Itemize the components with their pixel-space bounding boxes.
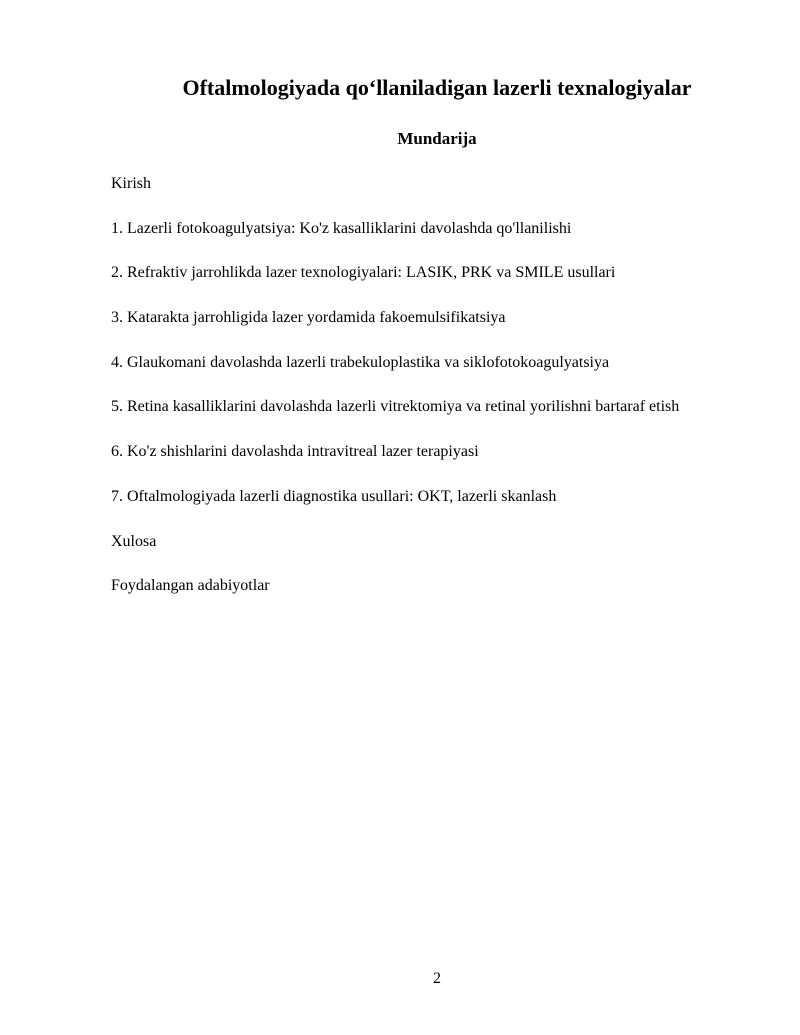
toc-heading: Mundarija	[397, 129, 477, 148]
toc-item-1: 1. Lazerli fotokoagulyatsiya: Ko'z kasalliklarini davolashda qo'llanilishi	[111, 219, 572, 237]
toc-item-6: 6. Ko'z shishlarini davolashda intravitreal lazer terapiyasi	[111, 443, 479, 461]
toc-item-7: 7. Oftalmologiyada lazerli diagnostika usullari: OKT, lazerli skanlash	[111, 487, 557, 505]
toc-item-intro: Kirish	[111, 175, 151, 192]
table-of-contents	[111, 172, 679, 619]
toc-item-5: 5. Retina kasalliklarini davolashda lazerli vitrektomiya va retinal yorilishni bartaraf etish	[111, 398, 680, 416]
toc-item-conclusion: Xulosa	[111, 532, 157, 550]
toc-item-3: 3. Katarakta jarrohligida lazer yordamida fakoemulsifikatsiya	[111, 309, 506, 327]
toc-item-references: Foydalangan adabiyotlar	[111, 577, 270, 595]
page-number: 2	[433, 970, 441, 987]
document-title: Oftalmologiyada qo‘llaniladigan lazerli texnalogiyalar	[182, 75, 692, 100]
toc-item-2: 2. Refraktiv jarrohlikda lazer texnologiyalari: LASIK, PRK va SMILE usullari	[111, 264, 616, 282]
toc-item-4: 4. Glaukomani davolashda lazerli trabekuloplastika va siklofotokoagulyatsiya	[111, 353, 610, 371]
